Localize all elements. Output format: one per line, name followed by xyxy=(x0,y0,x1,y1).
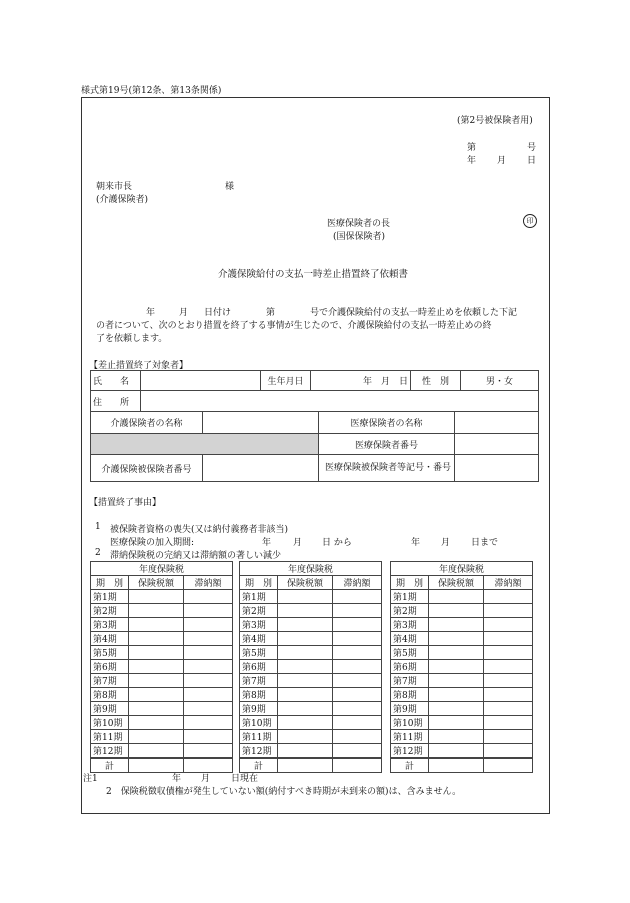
total-tax-cell[interactable] xyxy=(429,758,484,773)
tax-amount-cell[interactable] xyxy=(429,730,484,744)
period-label: 第6期 xyxy=(91,660,129,674)
col-tax: 保険税額 xyxy=(129,576,184,590)
intro-line1: 号で介護保険給付の支払一時差止めを依頼した下記 xyxy=(310,308,518,318)
period-label: 第7期 xyxy=(240,674,278,688)
col-arrears: 滞納額 xyxy=(484,576,533,590)
note1-month: 月 xyxy=(201,774,211,784)
intro-line2: の者について、次のとおり措置を終了する事情が生じたので、介護保険給付の支払一時差止めの終 xyxy=(96,321,492,331)
date-day: 日 xyxy=(527,156,537,166)
arrears-cell[interactable] xyxy=(484,674,533,688)
tax-amount-cell[interactable] xyxy=(429,702,484,716)
period-label: 第12期 xyxy=(240,744,278,759)
arrears-cell[interactable] xyxy=(333,744,382,759)
period-month: 月 xyxy=(293,538,303,548)
arrears-cell[interactable] xyxy=(184,702,233,716)
period-label: 第10期 xyxy=(391,716,429,730)
reason-item1-text: 被保険者資格の喪失(又は納付義務者非該当) xyxy=(110,525,289,535)
tax-amount-cell[interactable] xyxy=(278,730,333,744)
period-label: 第2期 xyxy=(391,604,429,618)
period-label: 医療保険の加入期間: xyxy=(110,538,195,548)
period-label: 第7期 xyxy=(391,674,429,688)
doc-number-go: 号 xyxy=(527,143,537,153)
arrears-cell[interactable] xyxy=(333,604,382,618)
tax-amount-cell[interactable] xyxy=(429,660,484,674)
tax-year-header: 年度保険税 xyxy=(91,562,233,576)
tax-amount-cell[interactable] xyxy=(278,618,333,632)
period-label: 第9期 xyxy=(391,702,429,716)
tax-amount-cell[interactable] xyxy=(278,632,333,646)
period-label: 第5期 xyxy=(391,646,429,660)
reason-item1-num: 1 xyxy=(95,522,101,532)
arrears-cell[interactable] xyxy=(184,730,233,744)
period-label: 第7期 xyxy=(91,674,129,688)
arrears-cell[interactable] xyxy=(184,618,233,632)
col-arrears: 滞納額 xyxy=(333,576,382,590)
note1-label: 注1 xyxy=(83,774,98,784)
period-label: 第8期 xyxy=(91,688,129,702)
arrears-cell[interactable] xyxy=(333,660,382,674)
gray-cell xyxy=(91,434,319,455)
reason-heading: 【措置終了事由】 xyxy=(89,498,162,508)
period-label: 第10期 xyxy=(91,716,129,730)
arrears-cell[interactable] xyxy=(184,744,233,759)
sender-title: 医療保険者の長 xyxy=(327,219,391,229)
tax-amount-cell[interactable] xyxy=(129,702,184,716)
iryo-insurer-number-field[interactable] xyxy=(455,434,539,455)
tax-amount-cell[interactable] xyxy=(129,716,184,730)
tax-amount-cell[interactable] xyxy=(278,688,333,702)
name-field[interactable] xyxy=(141,371,261,391)
arrears-cell[interactable] xyxy=(333,716,382,730)
period-label: 第8期 xyxy=(240,688,278,702)
arrears-cell[interactable] xyxy=(484,660,533,674)
note1-year: 年 xyxy=(172,774,182,784)
arrears-cell[interactable] xyxy=(484,688,533,702)
seal-icon: 印 xyxy=(523,214,537,228)
period-label: 第3期 xyxy=(391,618,429,632)
arrears-cell[interactable] xyxy=(484,618,533,632)
name-label: 氏 名 xyxy=(91,371,141,391)
arrears-cell[interactable] xyxy=(484,744,533,759)
period-label: 第6期 xyxy=(240,660,278,674)
tax-amount-cell[interactable] xyxy=(429,618,484,632)
tax-amount-cell[interactable] xyxy=(278,716,333,730)
tax-amount-cell[interactable] xyxy=(129,674,184,688)
col-period: 期 別 xyxy=(91,576,129,590)
period-year: 年 xyxy=(262,538,272,548)
col-tax: 保険税額 xyxy=(429,576,484,590)
arrears-cell[interactable] xyxy=(333,632,382,646)
subject-table xyxy=(90,370,539,412)
period-year2: 年 xyxy=(411,538,421,548)
arrears-cell[interactable] xyxy=(484,604,533,618)
period-label: 第10期 xyxy=(240,716,278,730)
sender-role: (国保保険者) xyxy=(333,232,386,242)
kaigo-insurer-name-label: 介護保険者の名称 xyxy=(91,412,203,434)
form-label: 様式第19号(第12条、第13条関係) xyxy=(81,86,222,96)
period-label: 第5期 xyxy=(240,646,278,660)
tax-amount-cell[interactable] xyxy=(429,716,484,730)
tax-amount-cell[interactable] xyxy=(429,590,484,604)
tax-amount-cell[interactable] xyxy=(429,632,484,646)
arrears-cell[interactable] xyxy=(333,590,382,604)
period-label: 第1期 xyxy=(391,590,429,604)
period-label: 第1期 xyxy=(240,590,278,604)
tax-amount-cell[interactable] xyxy=(429,674,484,688)
iryo-insurer-name-field[interactable] xyxy=(455,412,539,434)
total-label: 計 xyxy=(391,758,429,773)
tax-amount-cell[interactable] xyxy=(278,590,333,604)
arrears-cell[interactable] xyxy=(184,660,233,674)
intro-line3: 了を依頼します。 xyxy=(96,334,168,344)
doc-title: 介護保険給付の支払一時差止措置終了依頼書 xyxy=(218,269,409,280)
tax-table-1 xyxy=(90,561,233,773)
intro-year: 年 xyxy=(146,308,156,318)
intro-month: 月 xyxy=(179,308,189,318)
total-arrears-cell[interactable] xyxy=(484,758,533,773)
arrears-cell[interactable] xyxy=(333,688,382,702)
form-type: (第2号被保険者用) xyxy=(457,116,533,126)
addressee-role: (介護保険者) xyxy=(96,195,149,205)
tax-amount-cell[interactable] xyxy=(129,632,184,646)
birth-value[interactable]: 年 月 日 xyxy=(311,371,411,391)
col-arrears: 滞納額 xyxy=(184,576,233,590)
arrears-cell[interactable] xyxy=(184,590,233,604)
sex-value[interactable]: 男・女 xyxy=(461,371,539,391)
period-day-from: 日 から xyxy=(322,538,352,548)
tax-amount-cell[interactable] xyxy=(129,688,184,702)
col-period: 期 別 xyxy=(240,576,278,590)
period-label: 第2期 xyxy=(240,604,278,618)
arrears-cell[interactable] xyxy=(184,674,233,688)
tax-amount-cell[interactable] xyxy=(129,744,184,759)
iryo-insurer-name-label: 医療保険者の名称 xyxy=(319,412,455,434)
tax-amount-cell[interactable] xyxy=(429,646,484,660)
arrears-cell[interactable] xyxy=(184,646,233,660)
arrears-cell[interactable] xyxy=(333,618,382,632)
tax-amount-cell[interactable] xyxy=(278,660,333,674)
address-label: 住 所 xyxy=(91,391,141,412)
total-label: 計 xyxy=(91,758,129,773)
iryo-insured-symbol-field[interactable] xyxy=(455,455,539,482)
sex-label: 性 別 xyxy=(411,371,461,391)
birth-label: 生年月日 xyxy=(261,371,311,391)
tax-amount-cell[interactable] xyxy=(129,618,184,632)
period-label: 第11期 xyxy=(240,730,278,744)
period-label: 第12期 xyxy=(91,744,129,759)
tax-year-header: 年度保険税 xyxy=(240,562,382,576)
intro-dated: 日付け xyxy=(204,308,232,318)
subject-heading: 【差止措置終了対象者】 xyxy=(89,361,189,371)
total-tax-cell[interactable] xyxy=(278,758,333,773)
period-label: 第3期 xyxy=(91,618,129,632)
tax-amount-cell[interactable] xyxy=(429,688,484,702)
address-field[interactable] xyxy=(141,391,539,412)
tax-amount-cell[interactable] xyxy=(129,646,184,660)
tax-table-3 xyxy=(390,561,533,773)
tax-amount-cell[interactable] xyxy=(429,604,484,618)
period-label: 第4期 xyxy=(391,632,429,646)
doc-number-dai: 第 xyxy=(467,143,477,153)
period-label: 第5期 xyxy=(91,646,129,660)
arrears-cell[interactable] xyxy=(484,632,533,646)
addressee-sama: 様 xyxy=(225,182,235,192)
period-label: 第11期 xyxy=(391,730,429,744)
col-period: 期 別 xyxy=(391,576,429,590)
period-label: 第4期 xyxy=(240,632,278,646)
tax-amount-cell[interactable] xyxy=(429,744,484,759)
period-label: 第3期 xyxy=(240,618,278,632)
addressee-name: 朝来市長 xyxy=(96,182,133,192)
tax-amount-cell[interactable] xyxy=(278,604,333,618)
period-label: 第6期 xyxy=(391,660,429,674)
period-month2: 月 xyxy=(441,538,451,548)
period-label: 第12期 xyxy=(391,744,429,759)
tax-amount-cell[interactable] xyxy=(278,744,333,759)
period-day-to: 日まで xyxy=(471,538,499,548)
kaigo-insurer-name-field[interactable] xyxy=(203,412,319,434)
tax-amount-cell[interactable] xyxy=(129,660,184,674)
arrears-cell[interactable] xyxy=(484,716,533,730)
period-label: 第11期 xyxy=(91,730,129,744)
period-label: 第9期 xyxy=(240,702,278,716)
tax-amount-cell[interactable] xyxy=(278,674,333,688)
total-arrears-cell[interactable] xyxy=(333,758,382,773)
iryo-insurer-number-label: 医療保険者番号 xyxy=(319,434,455,455)
reason-item2-num: 2 xyxy=(95,548,101,558)
arrears-cell[interactable] xyxy=(484,702,533,716)
arrears-cell[interactable] xyxy=(184,604,233,618)
arrears-cell[interactable] xyxy=(484,590,533,604)
kaigo-insured-number-label: 介護保険被保険者番号 xyxy=(91,455,203,482)
tax-amount-cell[interactable] xyxy=(129,590,184,604)
arrears-cell[interactable] xyxy=(333,674,382,688)
arrears-cell[interactable] xyxy=(333,646,382,660)
tax-amount-cell[interactable] xyxy=(129,730,184,744)
kaigo-insured-number-field[interactable] xyxy=(203,455,319,482)
col-tax: 保険税額 xyxy=(278,576,333,590)
tax-amount-cell[interactable] xyxy=(129,604,184,618)
reason-item2-text: 滞納保険税の完納又は滞納額の著しい減少 xyxy=(110,551,282,561)
period-label: 第2期 xyxy=(91,604,129,618)
period-label: 第4期 xyxy=(91,632,129,646)
note1-day: 日現在 xyxy=(231,774,259,784)
arrears-cell[interactable] xyxy=(184,632,233,646)
tax-amount-cell[interactable] xyxy=(278,646,333,660)
date-month: 月 xyxy=(497,156,507,166)
period-label: 第9期 xyxy=(91,702,129,716)
insurer-table xyxy=(90,411,539,482)
intro-dai: 第 xyxy=(266,308,276,318)
period-label: 第8期 xyxy=(391,688,429,702)
tax-year-header: 年度保険税 xyxy=(391,562,533,576)
note2: 2 保険税徴収債権が発生していない額(納付すべき時期が未到来の額)は、含みません。 xyxy=(106,787,462,797)
iryo-insured-symbol-label: 医療保険被保険者等記号・番号 xyxy=(319,455,455,482)
arrears-cell[interactable] xyxy=(333,730,382,744)
arrears-cell[interactable] xyxy=(484,730,533,744)
arrears-cell[interactable] xyxy=(184,716,233,730)
tax-amount-cell[interactable] xyxy=(278,702,333,716)
date-year: 年 xyxy=(467,156,477,166)
tax-table-2 xyxy=(239,561,382,773)
arrears-cell[interactable] xyxy=(184,688,233,702)
period-label: 第1期 xyxy=(91,590,129,604)
arrears-cell[interactable] xyxy=(333,702,382,716)
total-label: 計 xyxy=(240,758,278,773)
arrears-cell[interactable] xyxy=(484,646,533,660)
